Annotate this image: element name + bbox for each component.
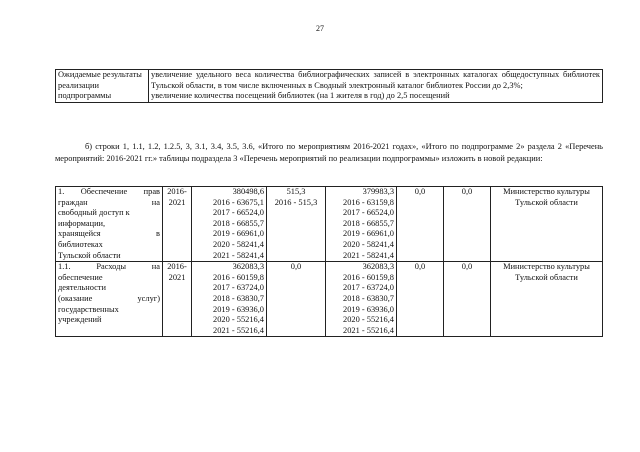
measure-name-line: 1. Обеспечение прав граждан на: [58, 187, 160, 207]
regional-funding-line: 2021 - 55216,4: [343, 325, 394, 335]
period: [163, 187, 192, 262]
period-line: 2021: [168, 272, 186, 282]
period-line: 2021: [168, 197, 186, 207]
federal-funding-line: 2016 - 515,3: [274, 197, 318, 207]
measure-name-line: государственных: [58, 304, 119, 314]
total-funding-line: 2021 - 58241,4: [213, 250, 264, 260]
expected-results-body: [149, 70, 603, 103]
regional-funding-line: 2018 - 66855,7: [343, 218, 394, 228]
period-line: 2016-: [167, 187, 187, 196]
measures-table: [55, 186, 603, 337]
expected-results-label: Ожидаемые результаты реализации подпрограммы: [56, 70, 149, 103]
total-funding-line: 2017 - 63724,0: [213, 283, 264, 293]
regional-funding: [326, 262, 397, 337]
federal-funding-line: 515,3: [286, 187, 306, 196]
measure-name-line: информации,: [58, 218, 106, 228]
measure-name-line: библиотеках: [58, 239, 103, 249]
regional-funding-line: 2016 - 63159,8: [343, 197, 394, 207]
total-funding-line: 2018 - 63830,7: [213, 293, 264, 303]
regional-funding-line: 2020 - 58241,4: [343, 239, 394, 249]
regional-funding-line: 2018 - 63830,7: [343, 293, 394, 303]
total-funding-line: 2020 - 55216,4: [213, 315, 264, 325]
federal-funding: [267, 187, 326, 262]
measure-name-line: учреждений: [58, 315, 102, 325]
measure-name-line: деятельности: [58, 283, 106, 293]
total-funding-line: 2016 - 63675,1: [213, 197, 264, 207]
total-funding-line: 2021 - 55216,4: [213, 325, 264, 335]
federal-funding: [267, 262, 326, 337]
measure-name-line: обеспечение: [58, 272, 103, 282]
regional-funding-line: 2017 - 63724,0: [343, 283, 394, 293]
regional-funding-line: 2021 - 58241,4: [343, 250, 394, 260]
total-funding-line: 362083,3: [232, 262, 264, 272]
table-row: [56, 187, 603, 262]
total-funding-line: 2018 - 66855,7: [213, 218, 264, 228]
measure-name: [56, 262, 163, 337]
regional-funding-line: 2019 - 66961,0: [343, 229, 394, 239]
measure-name: [56, 187, 163, 262]
regional-funding-line: 2019 - 63936,0: [343, 304, 394, 314]
funding-col-b: 0,0: [444, 187, 491, 262]
regional-funding-line: 379983,3: [362, 187, 394, 196]
total-funding-line: 2019 - 63936,0: [213, 304, 264, 314]
regional-funding: [326, 187, 397, 262]
funding-col-a: 0,0: [397, 187, 444, 262]
total-funding-line: 2019 - 66961,0: [213, 229, 264, 239]
regional-funding-line: 362083,3: [362, 262, 394, 272]
funding-col-a: 0,0: [397, 262, 444, 337]
period: [163, 262, 192, 337]
total-funding: [192, 187, 267, 262]
table-row: [56, 262, 603, 337]
federal-funding-line: 0,0: [290, 262, 302, 272]
measure-name-line: свободный доступ к: [58, 208, 130, 218]
funding-col-b: 0,0: [444, 262, 491, 337]
regional-funding-line: 2016 - 60159,8: [343, 272, 394, 282]
page-number: 27: [316, 24, 324, 33]
measure-name-line: хранящейся в: [58, 229, 160, 239]
measure-name-line: Тульской области: [58, 250, 121, 260]
total-funding-line: 2016 - 60159,8: [213, 272, 264, 282]
amendment-paragraph: б) строки 1, 1.1, 1.2, 1.2.5, 3, 3.1, 3.4, 3.5, 3.6, «Итого по мероприятиям 2016-2021 годах», «Итого по подпрограмме 2» раздела 2 «Перечень мероприятий: 2016-2021 гг.» таблицы подраздела 3 «Перечень мероприятий по реализации подпрограммы» изложить в новой редакции:: [55, 142, 603, 163]
measure-name-line: 1.1. Расходы на: [58, 262, 160, 272]
regional-funding-line: 2020 - 55216,4: [343, 315, 394, 325]
measure-name-line: (оказание услуг): [58, 293, 160, 303]
regional-funding-line: 2017 - 66524,0: [343, 208, 394, 218]
total-funding-line: 2020 - 58241,4: [213, 239, 264, 249]
expected-result-1: увеличение удельного веса количества библиографических записей в электронных каталогах общедоступных библиотек Тульской области, в том числе включенных в Сводный электронный каталог библиотек России до 2,3%;: [151, 70, 600, 90]
total-funding-line: 380498,6: [232, 187, 264, 196]
total-funding: [192, 262, 267, 337]
total-funding-line: 2017 - 66524,0: [213, 208, 264, 218]
expected-result-2: увеличение количества посещений библиотек (на 1 жителя в год) до 2,5 посещений: [151, 91, 450, 101]
expected-results-table: [55, 69, 603, 103]
executor: Министерство культуры Тульской области: [491, 262, 603, 337]
executor: Министерство культуры Тульской области: [491, 187, 603, 262]
period-line: 2016-: [167, 262, 187, 272]
